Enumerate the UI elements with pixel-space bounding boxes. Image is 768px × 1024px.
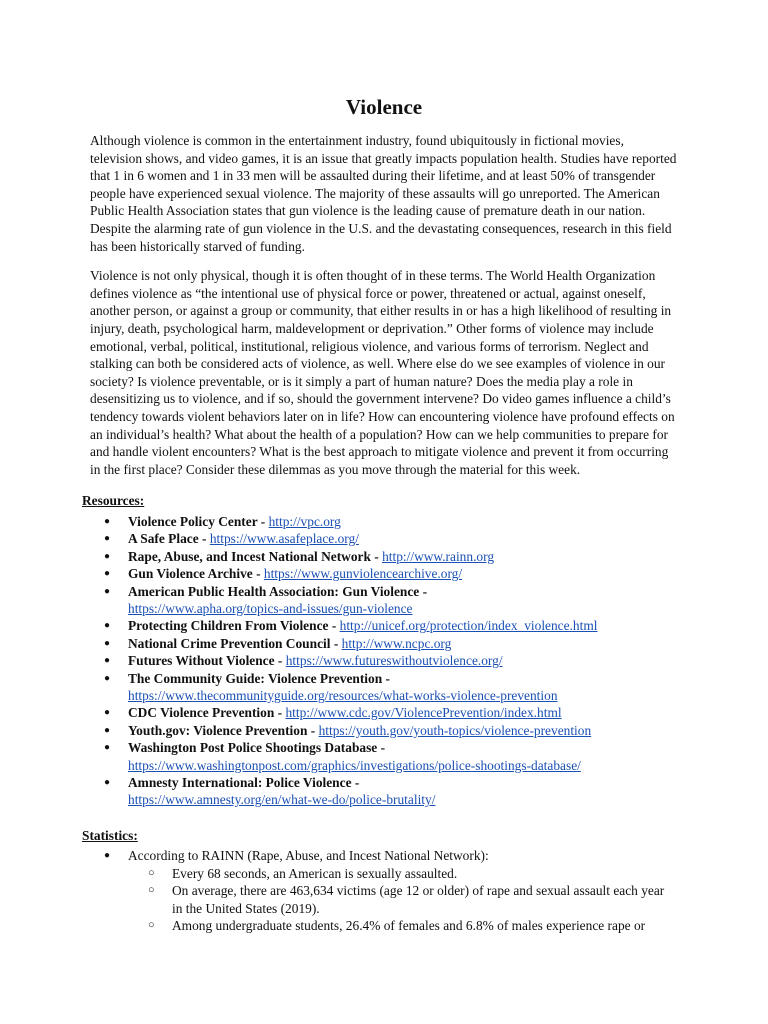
resource-link[interactable]: https://www.asafeplace.org/ [209,531,359,547]
statistics-list [90,847,678,864]
resource-name: Violence Policy Center [128,513,258,529]
resource-link[interactable]: http://vpc.org [268,513,341,529]
resource-item: ● Amnesty International: Police Violence - https://www.amnesty.org/en/what-we-do/police-brutality/ [90,774,678,809]
resource-name: American Public Health Association: Gun Violence [128,583,420,599]
resource-name: Gun Violence Archive [128,566,253,582]
resource-link[interactable]: https://www.washingtonpost.com/graphics/investigations/police-shootings-database/ [128,757,581,773]
resource-name: National Crime Prevention Council [128,635,331,651]
resource-name: The Community Guide: Violence Prevention [128,670,383,686]
resource-item: ● American Public Health Association: Gun Violence - https://www.apha.org/topics-and-issues/gun-violence [90,583,678,618]
resource-link[interactable]: https://www.futureswithoutviolence.org/ [285,653,503,669]
resource-item: ● Rape, Abuse, and Incest National Network - http://www.rainn.org [90,548,678,565]
resource-item: ● Violence Policy Center - http://vpc.org [90,513,678,530]
resources-list [90,513,678,809]
resource-item: ● National Crime Prevention Council - http://www.ncpc.org [90,635,678,652]
resource-link[interactable]: https://www.thecommunityguide.org/resources/what-works-violence-prevention [128,687,558,703]
resource-link[interactable]: http://unicef.org/protection/index_violence.html [339,618,598,634]
resource-item: ● A Safe Place - https://www.asafeplace.org/ [90,530,678,547]
resource-item: ● Gun Violence Archive - https://www.gunviolencearchive.org/ [90,565,678,582]
statistic-item: ○ On average, there are 463,634 victims (age 12 or older) of rape and sexual assault each year in the United States (2019). [90,882,678,917]
resource-link[interactable]: https://www.apha.org/topics-and-issues/gun-violence [128,600,413,616]
resources-heading: Resources: [82,493,145,509]
resource-name: A Safe Place [128,531,199,547]
resource-name: CDC Violence Prevention [128,705,275,721]
statistics-source: ● According to RAINN (Rape, Abuse, and Incest National Network): [90,847,678,864]
statistics-sublist [90,865,678,935]
resource-item: ● The Community Guide: Violence Prevention - https://www.thecommunityguide.org/resources/what-works-violence-prevention [90,670,678,705]
intro-paragraph: Although violence is common in the entertainment industry, found ubiquitously in fictional movies, television shows, and video games, it is an issue that greatly impacts population health. Studies have reported that 1 in 6 women and 1 in 33 men will be assaulted during their lifetime, and at least 50% of transgender people have experienced sexual violence. The majority of these assaults will go unreported. The American Public Health Association states that gun violence is the leading cause of premature death in our nation. Despite the alarming rate of gun violence in the U.S. and the devastating consequences, research in this field has been historically starved of funding. [90,133,677,254]
resource-name: Washington Post Police Shootings Database [128,740,378,756]
statistic-item: ○ Every 68 seconds, an American is sexually assaulted. [90,865,678,882]
resource-link[interactable]: https://youth.gov/youth-topics/violence-prevention [318,722,592,738]
resource-item: ● Futures Without Violence - https://www.futureswithoutviolence.org/ [90,652,678,669]
resource-name: Amnesty International: Police Violence [128,774,352,790]
resource-link[interactable]: http://www.cdc.gov/ViolencePrevention/index.html [285,705,562,721]
resource-item: ● CDC Violence Prevention - http://www.cdc.gov/ViolencePrevention/index.html [90,704,678,721]
resource-item: ● Washington Post Police Shootings Database - https://www.washingtonpost.com/graphics/investigations/police-shootings-database/ [90,739,678,774]
resource-link[interactable]: https://www.amnesty.org/en/what-we-do/police-brutality/ [128,792,436,808]
definition-paragraph: Violence is not only physical, though it is often thought of in these terms. The World Health Organization defines violence as “the intentional use of physical force or power, threatened or actual, against oneself, another person, or against a group or community, that either results in or has a high likelihood of resulting in injury, death, psychological harm, maldevelopment or deprivation.” Other forms of violence may include emotional, verbal, political, institutional, religious violence, and various forms of terrorism. Neglect and stalking can both be considered acts of violence, as well. Where else do we see examples of violence in our society? Is violence preventable, or is it simply a part of human nature? Does the media play a role in desensitizing us to violence, and if so, should the government intervene? Do video games influence a child’s tendency towards violent behaviors later on in life? How can encountering violence have profound effects on an individual’s health? What about the health of a population? How can we help communities to prepare for and handle violent encounters? What is the best approach to mitigate violence and prevent it from occurring in the first place? Consider these dilemmas as you move through the material for this week. [90,268,675,477]
resource-item: ● Protecting Children From Violence - http://unicef.org/protection/index_violence.html [90,617,678,634]
resource-item: ● Youth.gov: Violence Prevention - https://youth.gov/youth-topics/violence-prevention [90,722,678,739]
resource-link[interactable]: http://www.rainn.org [382,548,495,564]
statistics-heading: Statistics: [82,827,138,843]
resource-link[interactable]: http://www.ncpc.org [341,635,452,651]
resource-name: Rape, Abuse, and Incest National Network [128,548,371,564]
page-title: Violence [345,95,423,119]
statistic-item: ○ Among undergraduate students, 26.4% of females and 6.8% of males experience rape or [90,917,678,934]
resource-link[interactable]: https://www.gunviolencearchive.org/ [263,566,463,582]
resource-name: Protecting Children From Violence [128,618,329,634]
resource-name: Futures Without Violence [128,653,275,669]
resource-name: Youth.gov: Violence Prevention [128,722,308,738]
